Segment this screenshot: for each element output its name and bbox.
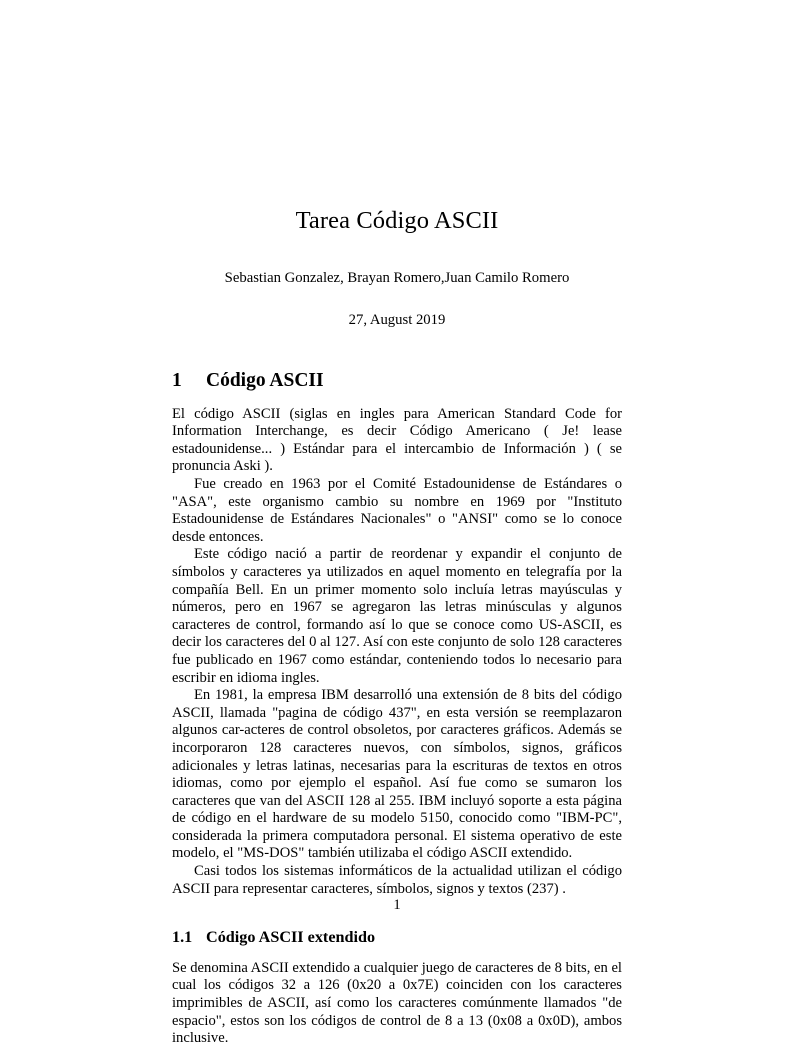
section-number-1: 1: [172, 370, 182, 392]
subsection-number-1-1: 1.1: [172, 928, 193, 947]
page-number: 1: [393, 897, 401, 913]
subsection-title-1-1: Código ASCII extendido: [206, 928, 376, 947]
document-title: Tarea Código ASCII: [295, 207, 499, 234]
section-title-1: Código ASCII: [206, 370, 324, 392]
subsection-heading-1-1: [172, 928, 622, 947]
paragraph: Casi todos los sistemas informáticos de la actualidad utilizan el código ASCII para representar caracteres, símbolos, signos y textos (237) .: [172, 863, 622, 897]
document-authors: Sebastian Gonzalez, Brayan Romero,Juan Camilo Romero: [224, 269, 570, 286]
paragraph: El código ASCII (siglas en ingles para American Standard Code for Information Interchange, es decir Código Americano ( Je! lease estadounidense... ) Estándar para el intercambio de Información ) ( se pronuncia Aski ).: [172, 405, 622, 475]
paragraph: Este código nació a partir de reordenar y expandir el conjunto de símbolos y caracteres ya utilizados en aquel momento en telegrafía por la compañía Bell. En un primer momento solo incluía letras mayúsculas y números, pero en 1967 se agregaron las letras minúsculas y algunos caracteres de control, formando así lo que se conoce como US-ASCII, es decir los caracteres del 0 al 127. Así con este conjunto de solo 128 caracteres fue publicado en 1967 como estándar, conteniendo todos lo necesario para escribir en idioma ingles.: [172, 546, 622, 686]
section-heading-1: [172, 370, 622, 392]
paragraph: Fue creado en 1963 por el Comité Estadounidense de Estándares o "ASA", este organismo cambio su nombre en 1969 por "Instituto Estadounidense de Estándares Nacionales" o "ANSI" como se lo conoce desde entonces.: [172, 476, 622, 545]
document-date: 27, August 2019: [348, 311, 446, 328]
paragraph: En 1981, la empresa IBM desarrolló una extensión de 8 bits del código ASCII, llamada "pagina de código 437", en esta versión se reemplazaron algunos car-acteres de control obsoletos, por caracteres gráficos. Además se incorporaron 128 caracteres nuevos, con símbolos, signos, gráficos adicionales y letras latinas, necesarias para la escrituras de textos en otros idiomas, como por ejemplo el español. Así fue como se sumaron los caracteres que van del ASCII 128 al 255. IBM incluyó soporte a esta página de código en el hardware de su modelo 5150, conocido como "IBM-PC", considerada la primera computadora personal. El sistema operativo de este modelo, el "MS-DOS" también utilizaba el código ASCII extendido.: [172, 687, 622, 862]
document-content: [172, 0, 622, 1048]
paragraph: Se denomina ASCII extendido a cualquier juego de caracteres de 8 bits, en el cual los códigos 32 a 126 (0x20 a 0x7E) coinciden con los caracteres imprimibles de ASCII, así como los caracteres comúnmente llamados "de espacio", estos son los códigos de control de 8 a 13 (0x08 a 0x0D), ambos inclusive.: [172, 959, 622, 1047]
